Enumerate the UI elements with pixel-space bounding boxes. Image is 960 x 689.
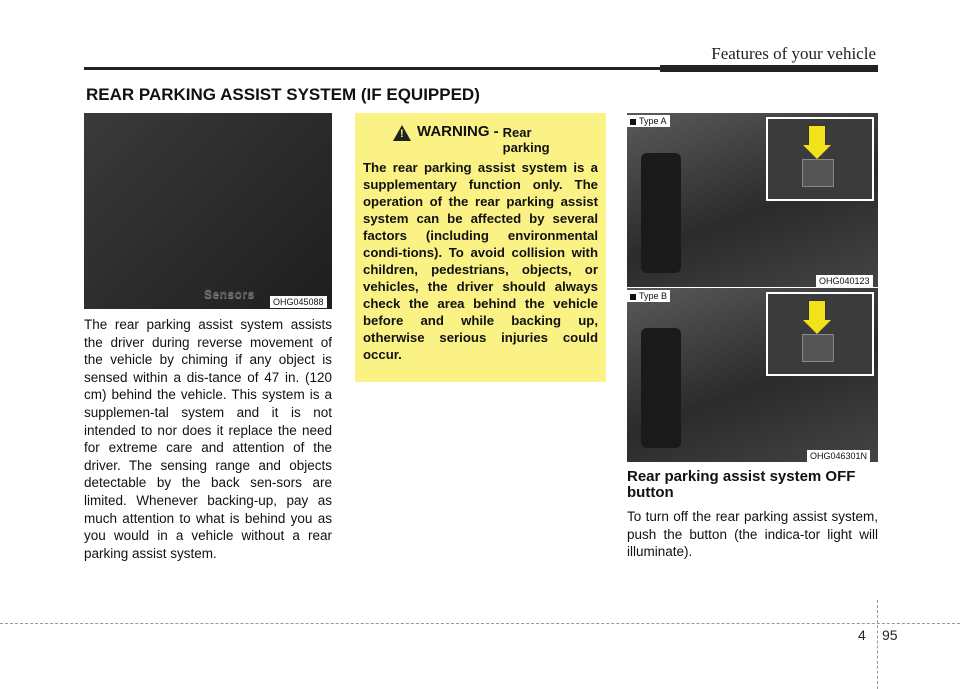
sensors-label: Sensors — [204, 287, 255, 301]
footer-rule — [0, 623, 960, 624]
figure-code: OHG046301N — [807, 450, 870, 462]
figure-code: OHG040123 — [816, 275, 873, 287]
bullet-square-icon — [630, 119, 636, 125]
warning-triangle-icon: ! — [393, 125, 411, 141]
warning-word: WARNING - — [417, 123, 499, 140]
warning-subject: Rear parking — [502, 125, 550, 155]
button-inset — [766, 117, 874, 201]
type-a-photo — [627, 113, 878, 287]
figure-code: OHG045088 — [270, 296, 327, 308]
button-inset — [766, 292, 874, 376]
chapter-number: 4 — [858, 627, 866, 643]
header-rule-accent — [660, 65, 878, 72]
warning-text: The rear parking assist system is a supplementary function only. The operation of the rear parking assist system can be affected by several factors (including environmental condi-tions). To avoid collision with children, pedestrians, objects, or vehicles, the driver should always check the area behind the vehicle before and while backing up, otherwise serious injuries could occur. — [363, 160, 598, 362]
footer-divider — [877, 600, 878, 689]
type-b-photo — [627, 288, 878, 462]
parking-assist-button — [802, 334, 834, 362]
arrow-icon — [808, 300, 826, 322]
page-number: 95 — [882, 627, 898, 643]
type-a-label: Type A — [627, 115, 670, 127]
parking-assist-button — [802, 159, 834, 187]
arrow-icon — [808, 125, 826, 147]
gear-shift-knob — [641, 153, 681, 273]
off-button-paragraph: To turn off the rear parking assist system, push the button (the indica-tor light will illuminate). — [627, 509, 878, 560]
intro-paragraph: The rear parking assist system assists the driver during reverse movement of the vehicle by chiming if any object is sensed within a dis-tance of 47 in. (120 cm) behind the vehicle. This system is a supplemen-tal system and it is not intended to nor does it replace the need for extreme care and attention of the driver. The sensing range and objects detectable by the back sen-sors are limited. Whenever backing-up, pay as much attention to what is behind you as you would in a vehicle without a rear parking assist system. — [84, 317, 332, 561]
type-b-label: Type B — [627, 290, 670, 302]
arrow-head-icon — [803, 145, 831, 159]
warning-header — [393, 123, 598, 155]
bullet-square-icon — [630, 294, 636, 300]
page-title: REAR PARKING ASSIST SYSTEM (IF EQUIPPED) — [86, 85, 480, 104]
arrow-head-icon — [803, 320, 831, 334]
section-header: Features of your vehicle — [711, 44, 876, 63]
warning-box — [355, 113, 606, 382]
gear-shift-knob — [641, 328, 681, 448]
sensors-photo — [84, 113, 332, 309]
off-button-heading: Rear parking assist system OFF button — [627, 468, 856, 501]
